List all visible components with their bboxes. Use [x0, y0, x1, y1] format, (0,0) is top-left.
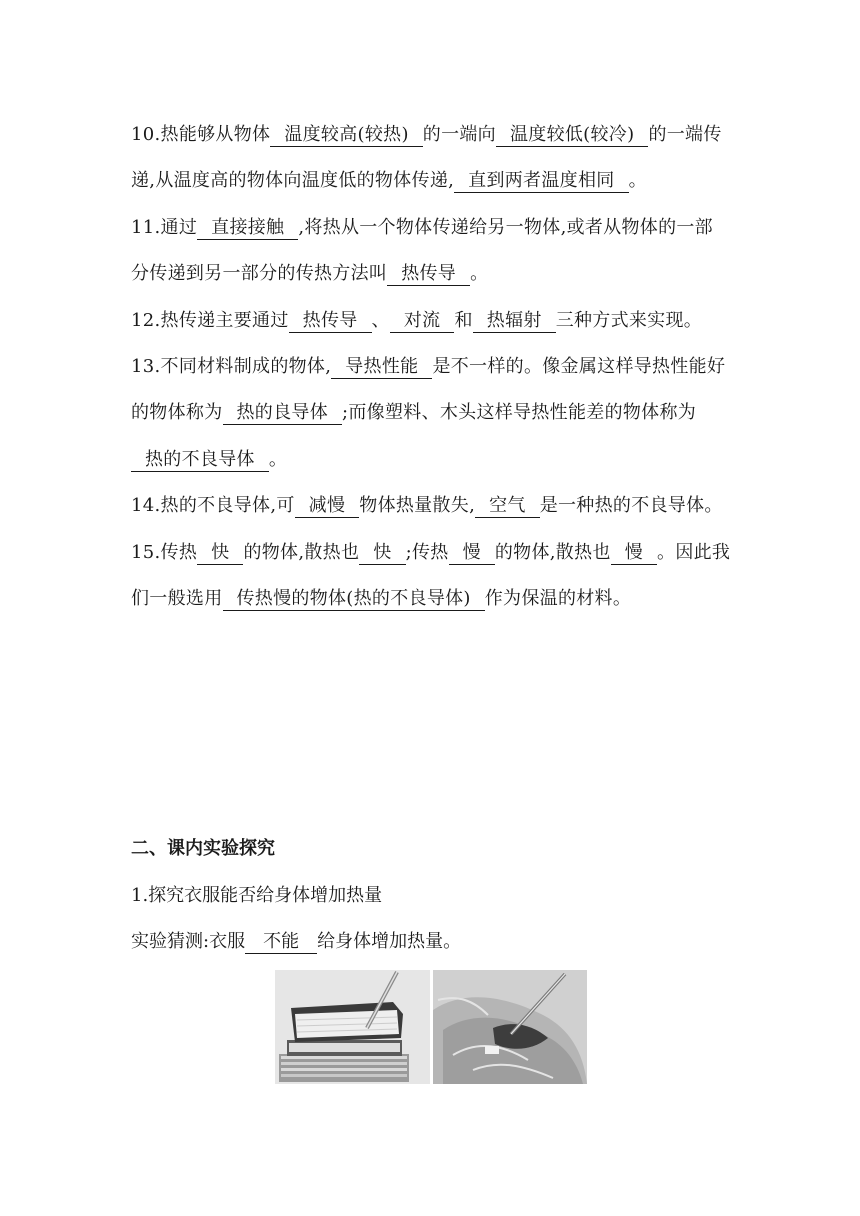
answer-blank: 热传导: [387, 263, 470, 286]
answer-blank: 温度较高(较热): [270, 124, 422, 147]
answer-blank: 热传导: [289, 310, 372, 333]
answer-blank: 慢: [449, 542, 495, 565]
question-text: 的物体,散热也: [243, 541, 360, 563]
answer-blank: 热的良导体: [223, 402, 343, 425]
question-text: 12.热传递主要通过: [131, 309, 289, 331]
question-text: 三种方式来实现。: [555, 309, 703, 331]
books-thermometer-photo-icon: [275, 970, 430, 1084]
experiment-guess: [131, 927, 461, 954]
question-text: 10.热能够从物体: [131, 124, 271, 145]
sweater-thermometer-photo-icon: [433, 970, 587, 1084]
question-text: ;传热: [405, 541, 449, 563]
guess-answer-blank: 不能: [245, 931, 317, 954]
question-text: 13.不同材料制成的物体,: [131, 356, 332, 378]
question-text: 。: [628, 170, 647, 192]
question-text: 物体热量散失,: [359, 495, 476, 517]
question-text: 。: [268, 448, 288, 470]
answer-blank: 直到两者温度相同: [454, 170, 628, 193]
question-text: ,将热从一个物体传递给另一物体,或者从物体的一部分传递到另一部分的传热方法叫: [131, 216, 713, 285]
guess-prefix: 实验猜测:衣服: [131, 931, 246, 952]
question-list: [131, 112, 731, 622]
answer-blank: 减慢: [295, 495, 360, 518]
answer-blank: 慢: [611, 542, 657, 565]
answer-blank: 直接接触: [197, 217, 298, 240]
section-heading: 二、课内实验探究: [131, 838, 275, 859]
question-item: [131, 483, 731, 529]
question-text: 的一端向: [422, 124, 496, 145]
question-item: [131, 344, 731, 483]
question-item: [131, 112, 731, 205]
question-text: ;而像塑料、木头这样导热性能差的物体称为: [342, 402, 697, 424]
question-item: [131, 298, 731, 344]
answer-blank: 快: [359, 542, 405, 565]
answer-blank: 导热性能: [331, 356, 432, 379]
answer-blank: 快: [197, 542, 243, 565]
guess-suffix: 给身体增加热量。: [317, 931, 462, 952]
question-text: 是一种热的不良导体。: [539, 495, 723, 517]
question-text: 是不一样的。像金属这样导热性能好的物体称为: [131, 356, 726, 424]
answer-blank: 温度较低(较冷): [496, 124, 648, 147]
question-text: 作为保温的材料。: [484, 588, 632, 610]
question-text: 的物体,散热也: [494, 541, 611, 563]
answer-blank: 空气: [475, 495, 540, 518]
question-item: [131, 530, 731, 623]
question-items: [131, 112, 731, 622]
question-item: [131, 205, 731, 298]
answer-blank: 对流: [390, 310, 455, 333]
answer-blank: 传热慢的物体(热的不良导体): [223, 588, 485, 611]
question-text: 14.热的不良导体,可: [131, 495, 295, 517]
question-text: 、: [371, 309, 390, 331]
question-text: 和: [454, 309, 473, 331]
experiment-title: 1.探究衣服能否给身体增加热量: [131, 885, 383, 906]
question-text: 的一端传递,从温度高的物体向温度低的物体传递,: [131, 124, 722, 192]
answer-blank: 热辐射: [473, 310, 556, 333]
answer-blank: 热的不良导体: [131, 449, 269, 472]
question-text: 11.通过: [131, 216, 198, 238]
question-text: 15.传热: [131, 541, 198, 563]
experiment-figure: [275, 970, 587, 1084]
question-text: 。因此我们一般选用: [131, 541, 731, 610]
question-text: 。: [470, 263, 489, 285]
